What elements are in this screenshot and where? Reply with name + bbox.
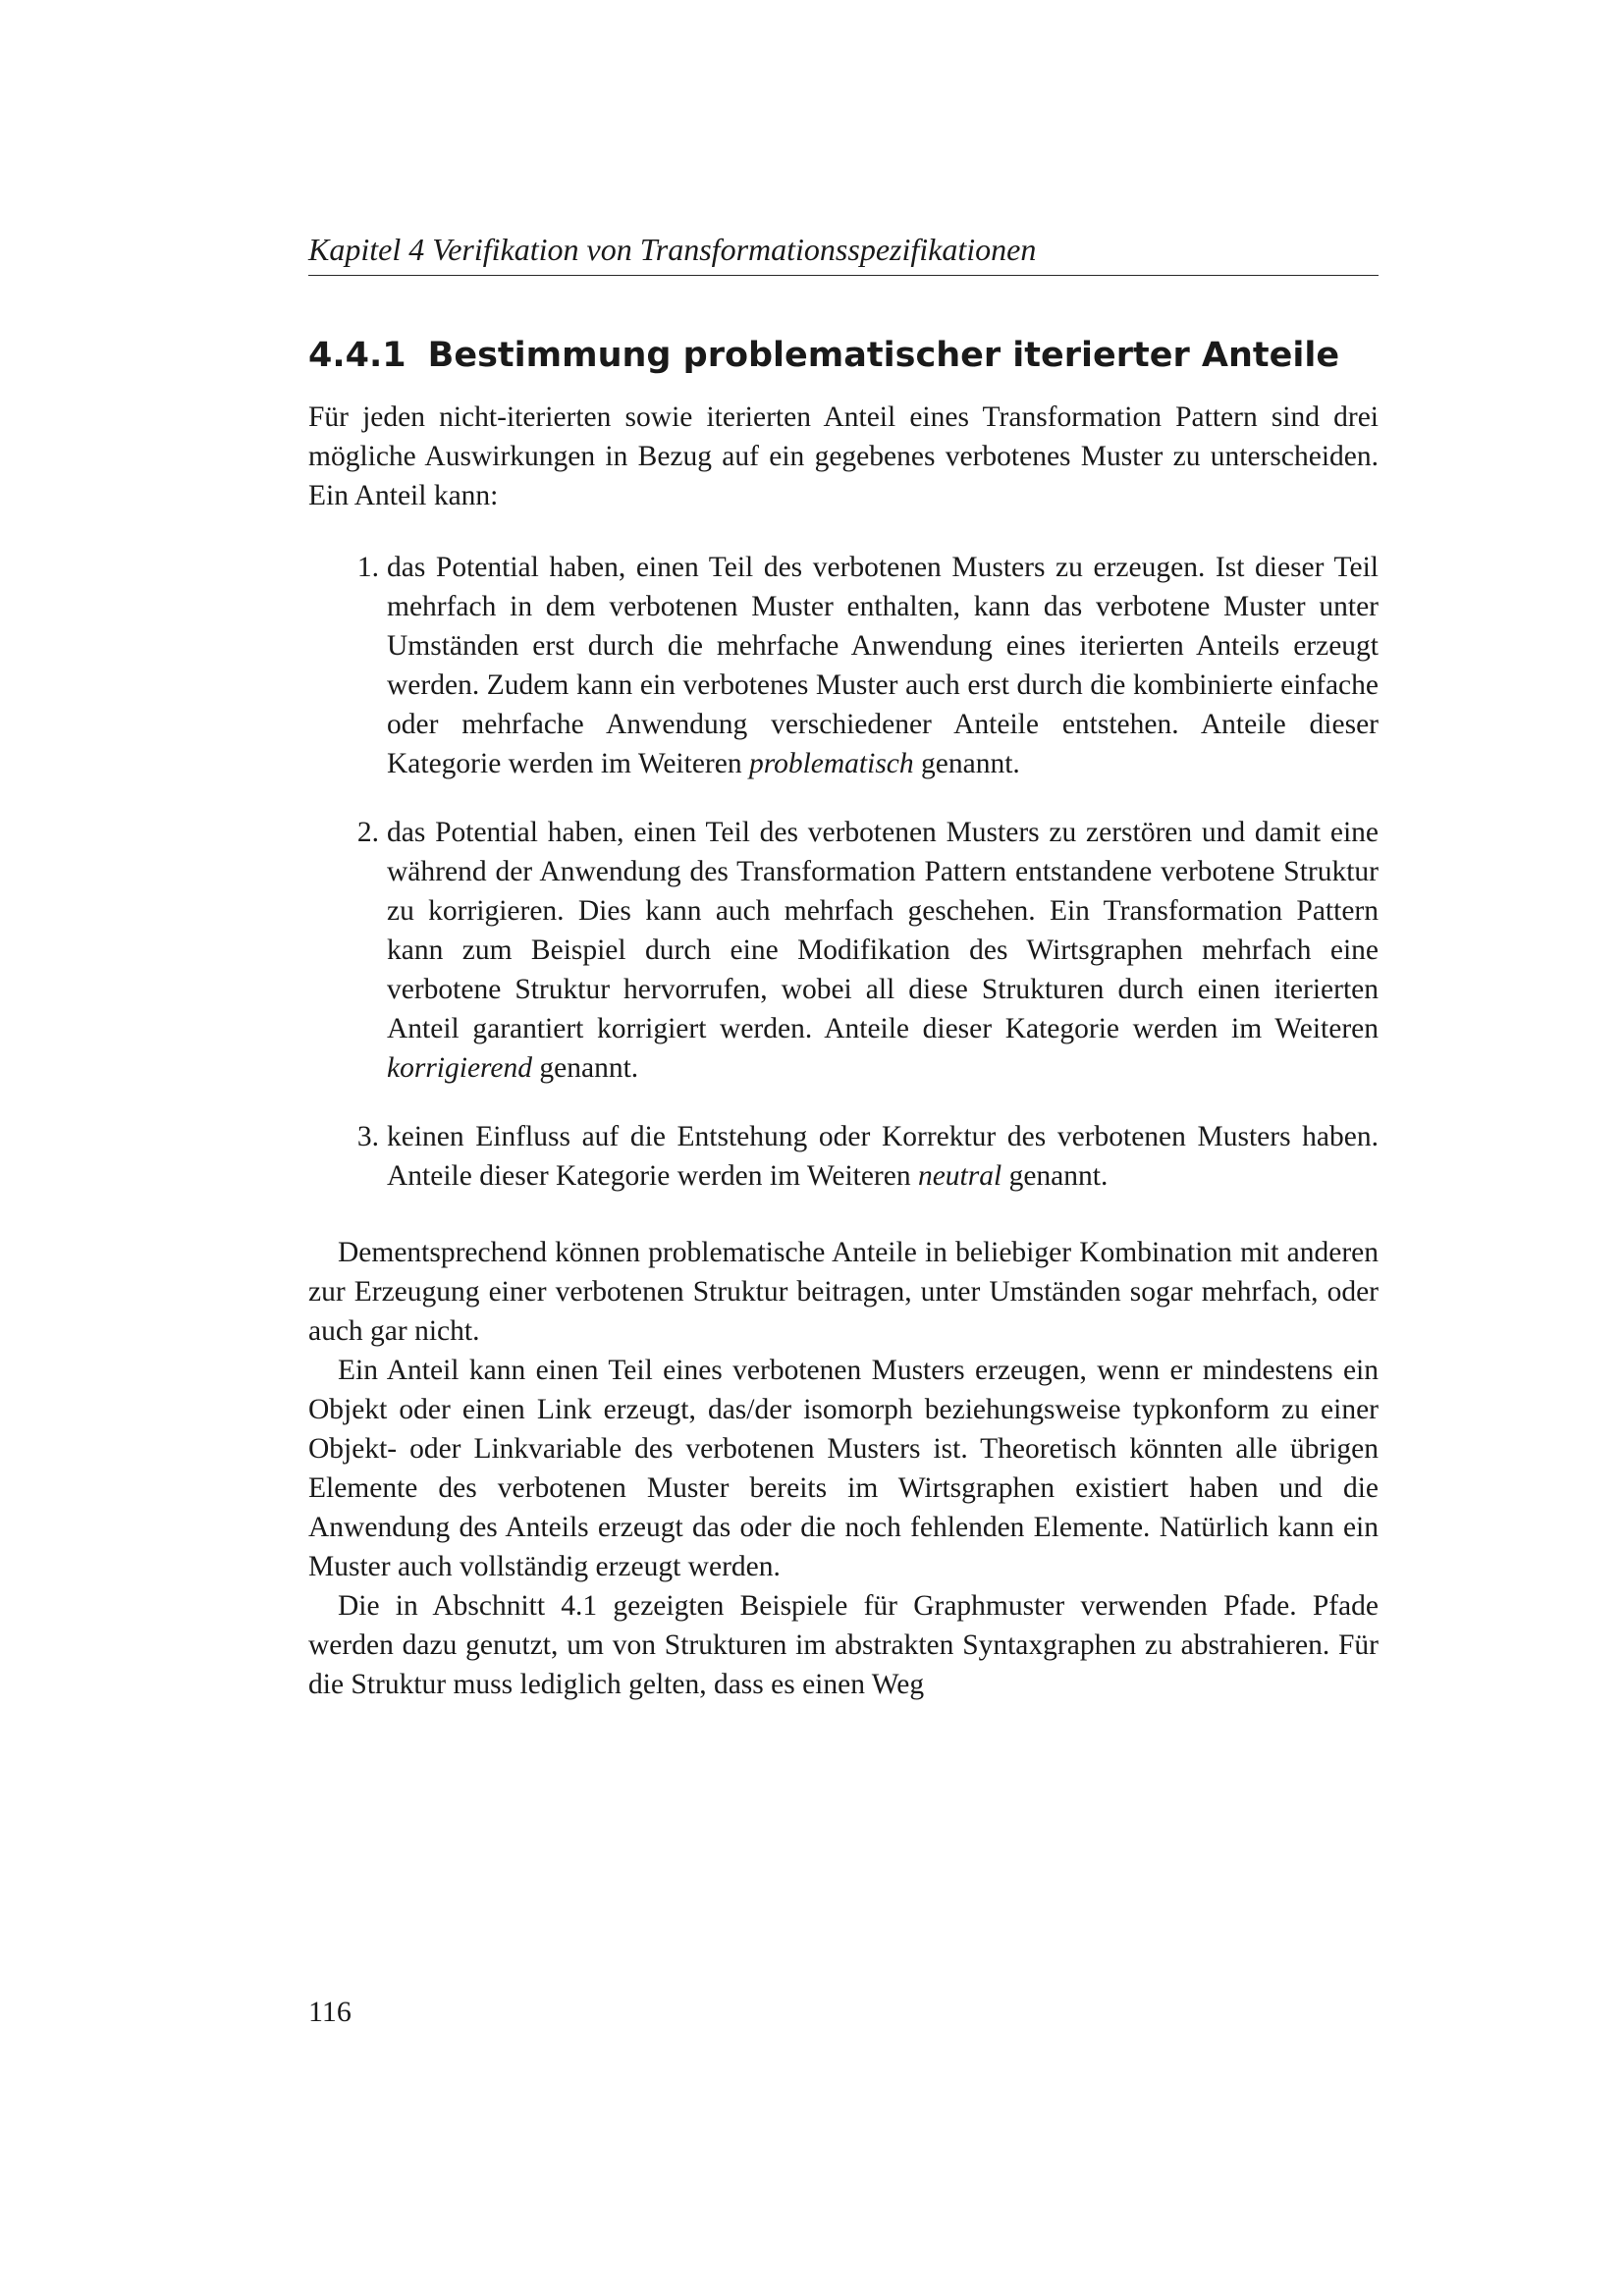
list-item-text: das Potential haben, einen Teil des verbotenen Musters zu erzeugen. Ist dieser Teil mehrfach in dem verbotenen Muster enthalten, kann das verbotene Muster unter Umständen erst durch die mehrfache Anwendung eines iterierten Anteils erzeugt werden. Zudem kann ein verbotenes Muster auch erst durch die kombinierte einfache oder mehrfache Anwendung verschiedener Anteile entstehen. Anteile dieser Kategorie werden im Weiteren: [387, 552, 1379, 779]
list-item: [356, 1117, 1379, 1196]
list-item: [356, 813, 1379, 1088]
running-header: Kapitel 4 Verifikation von Transformationsspezifikationen: [308, 232, 1037, 267]
list-item-number: 2.: [356, 817, 379, 848]
body-paragraph: Ein Anteil kann einen Teil eines verbotenen Musters erzeugen, wenn er mindestens ein Objekt oder einen Link erzeugt, das/der isomorph beziehungsweise typkonform zu einer Objekt- oder Linkvariable des verbotenen Musters ist. Theoretisch könnten alle übrigen Elemente des verbotenen Muster bereits im Wirtsgraphen existiert haben und die Anwendung des Anteils erzeugt das oder die noch fehlenden Elemente. Natürlich kann ein Muster auch vollständig erzeugt werden.: [308, 1355, 1379, 1582]
list-item-text: keinen Einfluss auf die Entstehung oder Korrektur des verbotenen Musters haben. Anteile dieser Kategorie werden im Weiteren: [387, 1121, 1379, 1192]
list-item-term: korrigierend: [387, 1052, 533, 1084]
intro-paragraph: Für jeden nicht-iterierten sowie iterierten Anteil eines Transformation Pattern sind drei mögliche Auswirkungen in Bezug auf ein gegebenes verbotenes Muster zu unterscheiden. Ein Anteil kann:: [308, 401, 1379, 511]
section-number: 4.4.1: [308, 336, 406, 375]
list-item-number: 1.: [356, 552, 379, 583]
page: [308, 0, 1379, 2296]
list-item-number: 3.: [356, 1121, 379, 1152]
list-item: [356, 548, 1379, 783]
body-paragraph: Dementsprechend können problematische Anteile in beliebiger Kombination mit anderen zur Erzeugung einer verbotenen Struktur beitragen, unter Umständen sogar mehrfach, oder auch gar nicht.: [308, 1237, 1379, 1347]
list-item-term: neutral: [917, 1160, 1002, 1192]
section-heading: [308, 332, 1379, 379]
list-item-tail: genannt.: [1001, 1160, 1109, 1192]
list-item-tail: genannt.: [532, 1052, 639, 1084]
enumeration: [308, 548, 1379, 1196]
body-paragraph: Die in Abschnitt 4.1 gezeigten Beispiele für Graphmuster verwenden Pfade. Pfade werden dazu genutzt, um von Strukturen im abstrakten Syntaxgraphen zu abstrahieren. Für die Struktur muss lediglich gelten, dass es einen Weg: [308, 1590, 1379, 1700]
list-item-text: das Potential haben, einen Teil des verbotenen Musters zu zerstören und damit eine während der Anwendung des Transformation Pattern entstandene verbotene Struktur zu korrigieren. Dies kann auch mehrfach geschehen. Ein Transformation Pattern kann zum Beispiel durch eine Modifikation des Wirtsgraphen mehrfach eine verbotene Struktur hervorrufen, wobei all diese Strukturen durch einen iterierten Anteil garantiert korrigiert werden. Anteile dieser Kategorie werden im Weiteren: [387, 817, 1379, 1044]
list-item-term: problematisch: [748, 748, 914, 779]
list-item-tail: genannt.: [913, 748, 1020, 779]
section-title: Bestimmung problematischer iterierter Anteile: [427, 336, 1340, 375]
header-rule: [308, 275, 1379, 276]
body-text: [308, 398, 1379, 1704]
page-number: 116: [308, 1996, 352, 2028]
